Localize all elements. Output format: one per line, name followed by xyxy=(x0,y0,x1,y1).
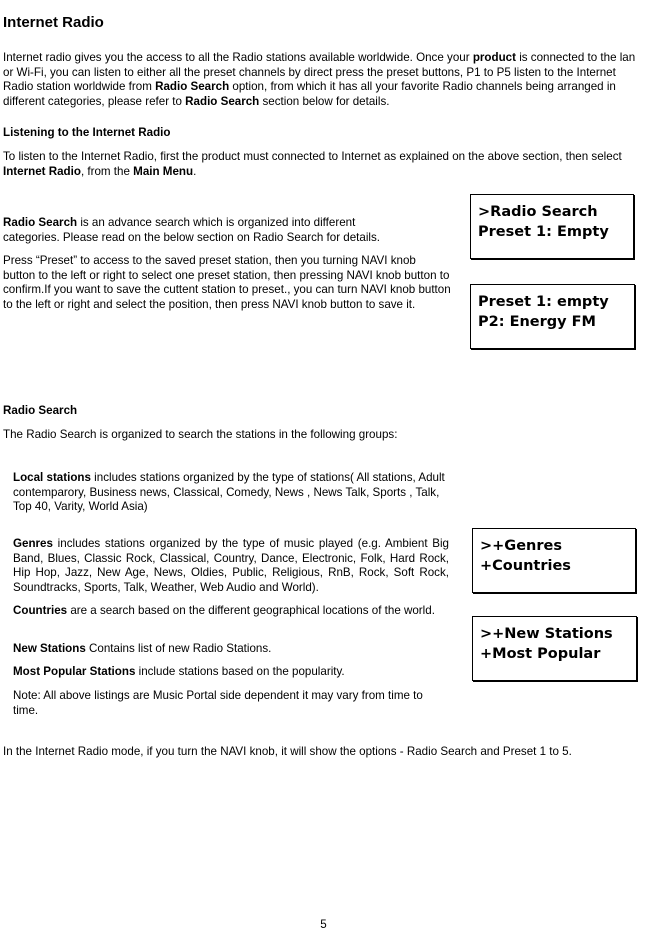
lcd-line: Preset 1: Empty xyxy=(478,224,609,240)
page-number: 5 xyxy=(320,918,327,931)
lcd-display-radio-search xyxy=(470,194,634,259)
new-stations-item: New Stations Contains list of new Radio Stations. xyxy=(13,642,272,655)
local-stations-item: Local stations includes stations organized by the type of stations( All stations, Adult contemparory, Business news, Classical, Comedy, News , News Talk, Sports , Talk, Top 40, Varity, World Asia) xyxy=(13,471,445,514)
lcd-display-genres xyxy=(472,528,636,593)
lcd-line: +Most Popular xyxy=(480,646,601,662)
lcd-display-new-stations xyxy=(472,616,637,681)
listening-heading: Listening to the Internet Radio xyxy=(3,126,171,139)
lcd-line: +Countries xyxy=(480,558,571,574)
radio-search-heading: Radio Search xyxy=(3,404,78,417)
footer-note: In the Internet Radio mode, if you turn the NAVI knob, it will show the options - Radio Search and Preset 1 to 5. xyxy=(3,745,572,758)
most-popular-item: Most Popular Stations include stations based on the popularity. xyxy=(13,665,345,678)
intro-paragraph: Internet radio gives you the access to all the Radio stations available worldwide. Once your product is connected to the lan or Wi-Fi, you can listen to either all the preset channels by direct press the preset buttons, P1 to P5 listen to the Internet Radio station worldwide from Radio Search option, from which it has all your favorite Radio channels being arranged in different categories, please refer to Radio Search section below for details. xyxy=(3,51,636,108)
lcd-line: P2: Energy FM xyxy=(478,314,596,330)
lcd-display-preset xyxy=(470,284,635,349)
countries-item: Countries are a search based on the different geographical locations of the world. xyxy=(13,604,435,617)
page-title: Internet Radio xyxy=(3,14,104,31)
radio-search-intro: The Radio Search is organized to search the stations in the following groups: xyxy=(3,428,398,441)
listening-paragraph: To listen to the Internet Radio, first the product must connected to Internet as explained on the above section, then select Internet Radio, from the Main Menu. xyxy=(3,150,622,178)
radio-search-paragraph: Radio Search is an advance search which is organized into different categories. Please read on the below section on Radio Search for details. xyxy=(3,216,381,244)
genres-item: Genres includes stations organized by the type of music played (e.g. Ambient Big Band, Blues, Classic Rock, Classical, Country, Dance, Electronic, Folk, Hard Rock, Hip Hop, Jazz, New Age, News, Oldies, Public, Religious, RnB, Rock, Soft Rock, Soundtracks, Sports, Talk, Weather, Web Audio and World). xyxy=(13,537,449,594)
note-paragraph: Note: All above listings are Music Portal side dependent it may vary from time to time. xyxy=(13,689,423,717)
lcd-line: Preset 1: empty xyxy=(478,294,609,310)
lcd-line: >Radio Search xyxy=(478,204,598,220)
preset-paragraph: Press “Preset” to access to the saved preset station, then you turning NAVI knob button to the left or right to select one preset station, then pressing NAVI knob button to confirm.If you want to save the cuttent station to preset., you can turn NAVI knob button to the left or right and select the position, then press NAVI knob button to save it. xyxy=(3,254,451,311)
lcd-line: >+New Stations xyxy=(480,626,613,642)
lcd-line: >+Genres xyxy=(480,538,562,554)
